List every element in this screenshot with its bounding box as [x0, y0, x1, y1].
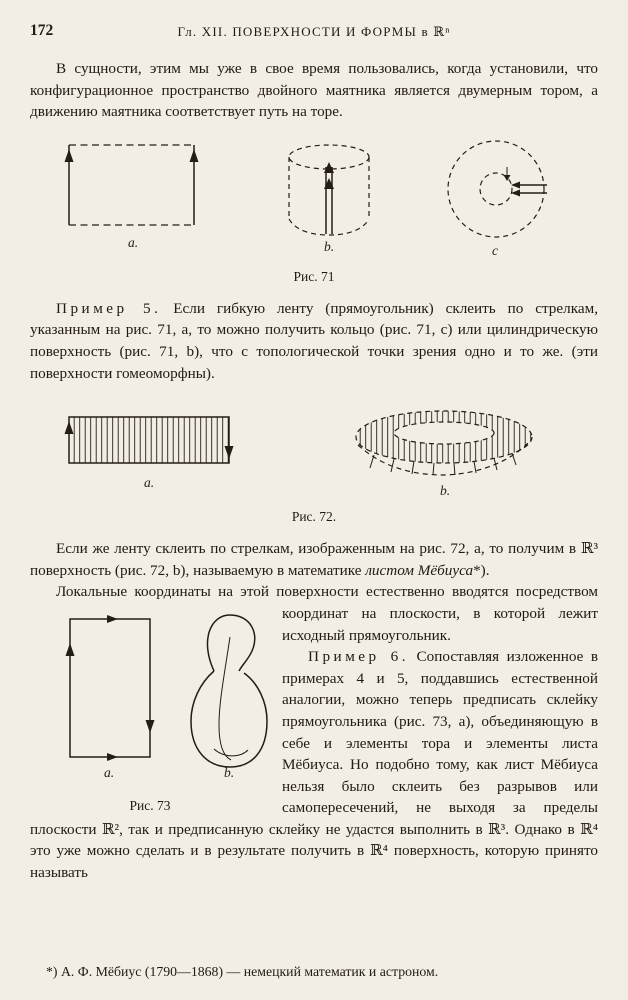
figure-71-caption: Рис. 71 — [293, 268, 335, 284]
arrow-up-icon — [190, 149, 199, 162]
klein-bottle-inner-tube — [219, 637, 231, 760]
arrow-down-icon — [146, 720, 155, 733]
example5-label: Пример 5. — [56, 299, 162, 317]
figure-71 — [30, 133, 598, 285]
klein-bottle-body — [191, 671, 267, 767]
example5-text: Если гибкую ленту (прямоугольник) склеить по стрелкам, указанным на рис. 71, а, то можно получить кольцо (рис. 71, с) или цилиндрическую поверхность (рис. 71, b), что с топологической точки зрения одно и то же. (эти поверхности гомеоморфны). — [30, 299, 598, 382]
annulus-outer-circle — [448, 141, 544, 237]
figure-72 — [30, 397, 598, 525]
fig73-label-a: a. — [104, 764, 115, 780]
figure-72-drawing — [44, 397, 584, 501]
footnote: *) А. Ф. Мёбиус (1790—1868) — немецкий математик и астроном. — [46, 964, 439, 979]
fig71-label-c: c — [492, 242, 498, 258]
klein-bottle-neck-loop — [207, 615, 254, 671]
fig71-annulus-c — [448, 141, 547, 258]
moebius-footnote-marker: *). — [473, 561, 490, 579]
example6-label: Пример 6. — [308, 648, 410, 666]
fig71-cylinder-b — [289, 145, 369, 254]
fig71-label-a: a. — [128, 234, 139, 250]
figure-72-caption: Рис. 72. — [291, 509, 337, 525]
rectangle-dashed-edges — [69, 145, 194, 225]
fig72-label-a: a. — [144, 475, 155, 491]
page-header — [30, 22, 598, 42]
chapter-title: Гл. XII. ПОВЕРХНОСТИ И ФОРМЫ в ℝⁿ — [177, 24, 451, 39]
fig73-label-b: b. — [224, 764, 235, 780]
example6-text: Сопоставляя изложенное в примерах 4 и 5, поддавшись естественной аналогии, можно теперь предписать склейку прямоугольника (рис. 73, а), объединяющую в себе и элементы тора и элементы листа Мёбиуса. Но подобно тому, как лист Мёбиуса нельзя было склеить без разрывов или самопересечений, не выходя за пределы плоскости ℝ², так и предписанную склейку не удастся выполнить в ℝ³. Однако в ℝ⁴ это уже можно сделать и в результате получить в ℝ⁴ поверхность, которую принято называть — [30, 648, 598, 882]
figure-73-drawing — [56, 607, 288, 785]
cylinder-seam-double-line — [326, 167, 332, 234]
fig71-rectangle-a — [65, 145, 199, 250]
figure-71-drawing — [44, 133, 584, 261]
arrow-left-icon — [511, 181, 520, 188]
paragraph-example5 — [30, 298, 598, 384]
fig73-gluing-square-a — [66, 615, 155, 780]
local-coords-text-b: посредством координат на плоскости, в которой лежит исходный прямоугольник. — [282, 583, 598, 644]
fig73-klein-bottle-b — [191, 615, 267, 780]
rectangle-hatch-fill — [69, 417, 229, 463]
moebius-inner-hole — [394, 422, 494, 444]
fig72-label-b: b. — [440, 483, 451, 499]
paragraph-moebius — [30, 538, 598, 581]
fig71-label-b: b. — [324, 238, 335, 254]
arrow-up-icon — [65, 149, 74, 162]
fig72-hatched-rectangle-a — [65, 417, 234, 490]
fig72-moebius-band-b — [356, 411, 532, 498]
klein-bottle-inner-opening — [214, 749, 248, 756]
paragraph-intro: В сущности, этим мы уже в свое время пользовались, когда установили, что конфигурационное пространство двойного маятника является двумерным тором, а движению маятника соответствует путь на торе. — [30, 60, 598, 121]
rectangle-solid-edges — [69, 145, 194, 225]
arrow-right-icon — [107, 753, 118, 761]
arrow-up-icon — [66, 643, 75, 656]
figure-73-caption: Рис. 73 — [129, 797, 171, 813]
moebius-text-pre: Если же ленту склеить по стрелкам, изображенным на рис. 72, а, то получим в ℝ³ поверхность (рис. 72, b), называемую в математике — [30, 540, 598, 579]
page-number: 172 — [30, 22, 54, 39]
arrow-right-icon — [107, 615, 118, 623]
moebius-term-italic: листом Мёбиуса — [365, 561, 474, 579]
square-outline — [70, 619, 150, 757]
figure-73 — [30, 607, 270, 816]
cylinder-bottom-arc — [289, 219, 369, 235]
local-coords-text-a: Локальные координаты на этой поверхности естественно вводятся — [56, 583, 516, 601]
